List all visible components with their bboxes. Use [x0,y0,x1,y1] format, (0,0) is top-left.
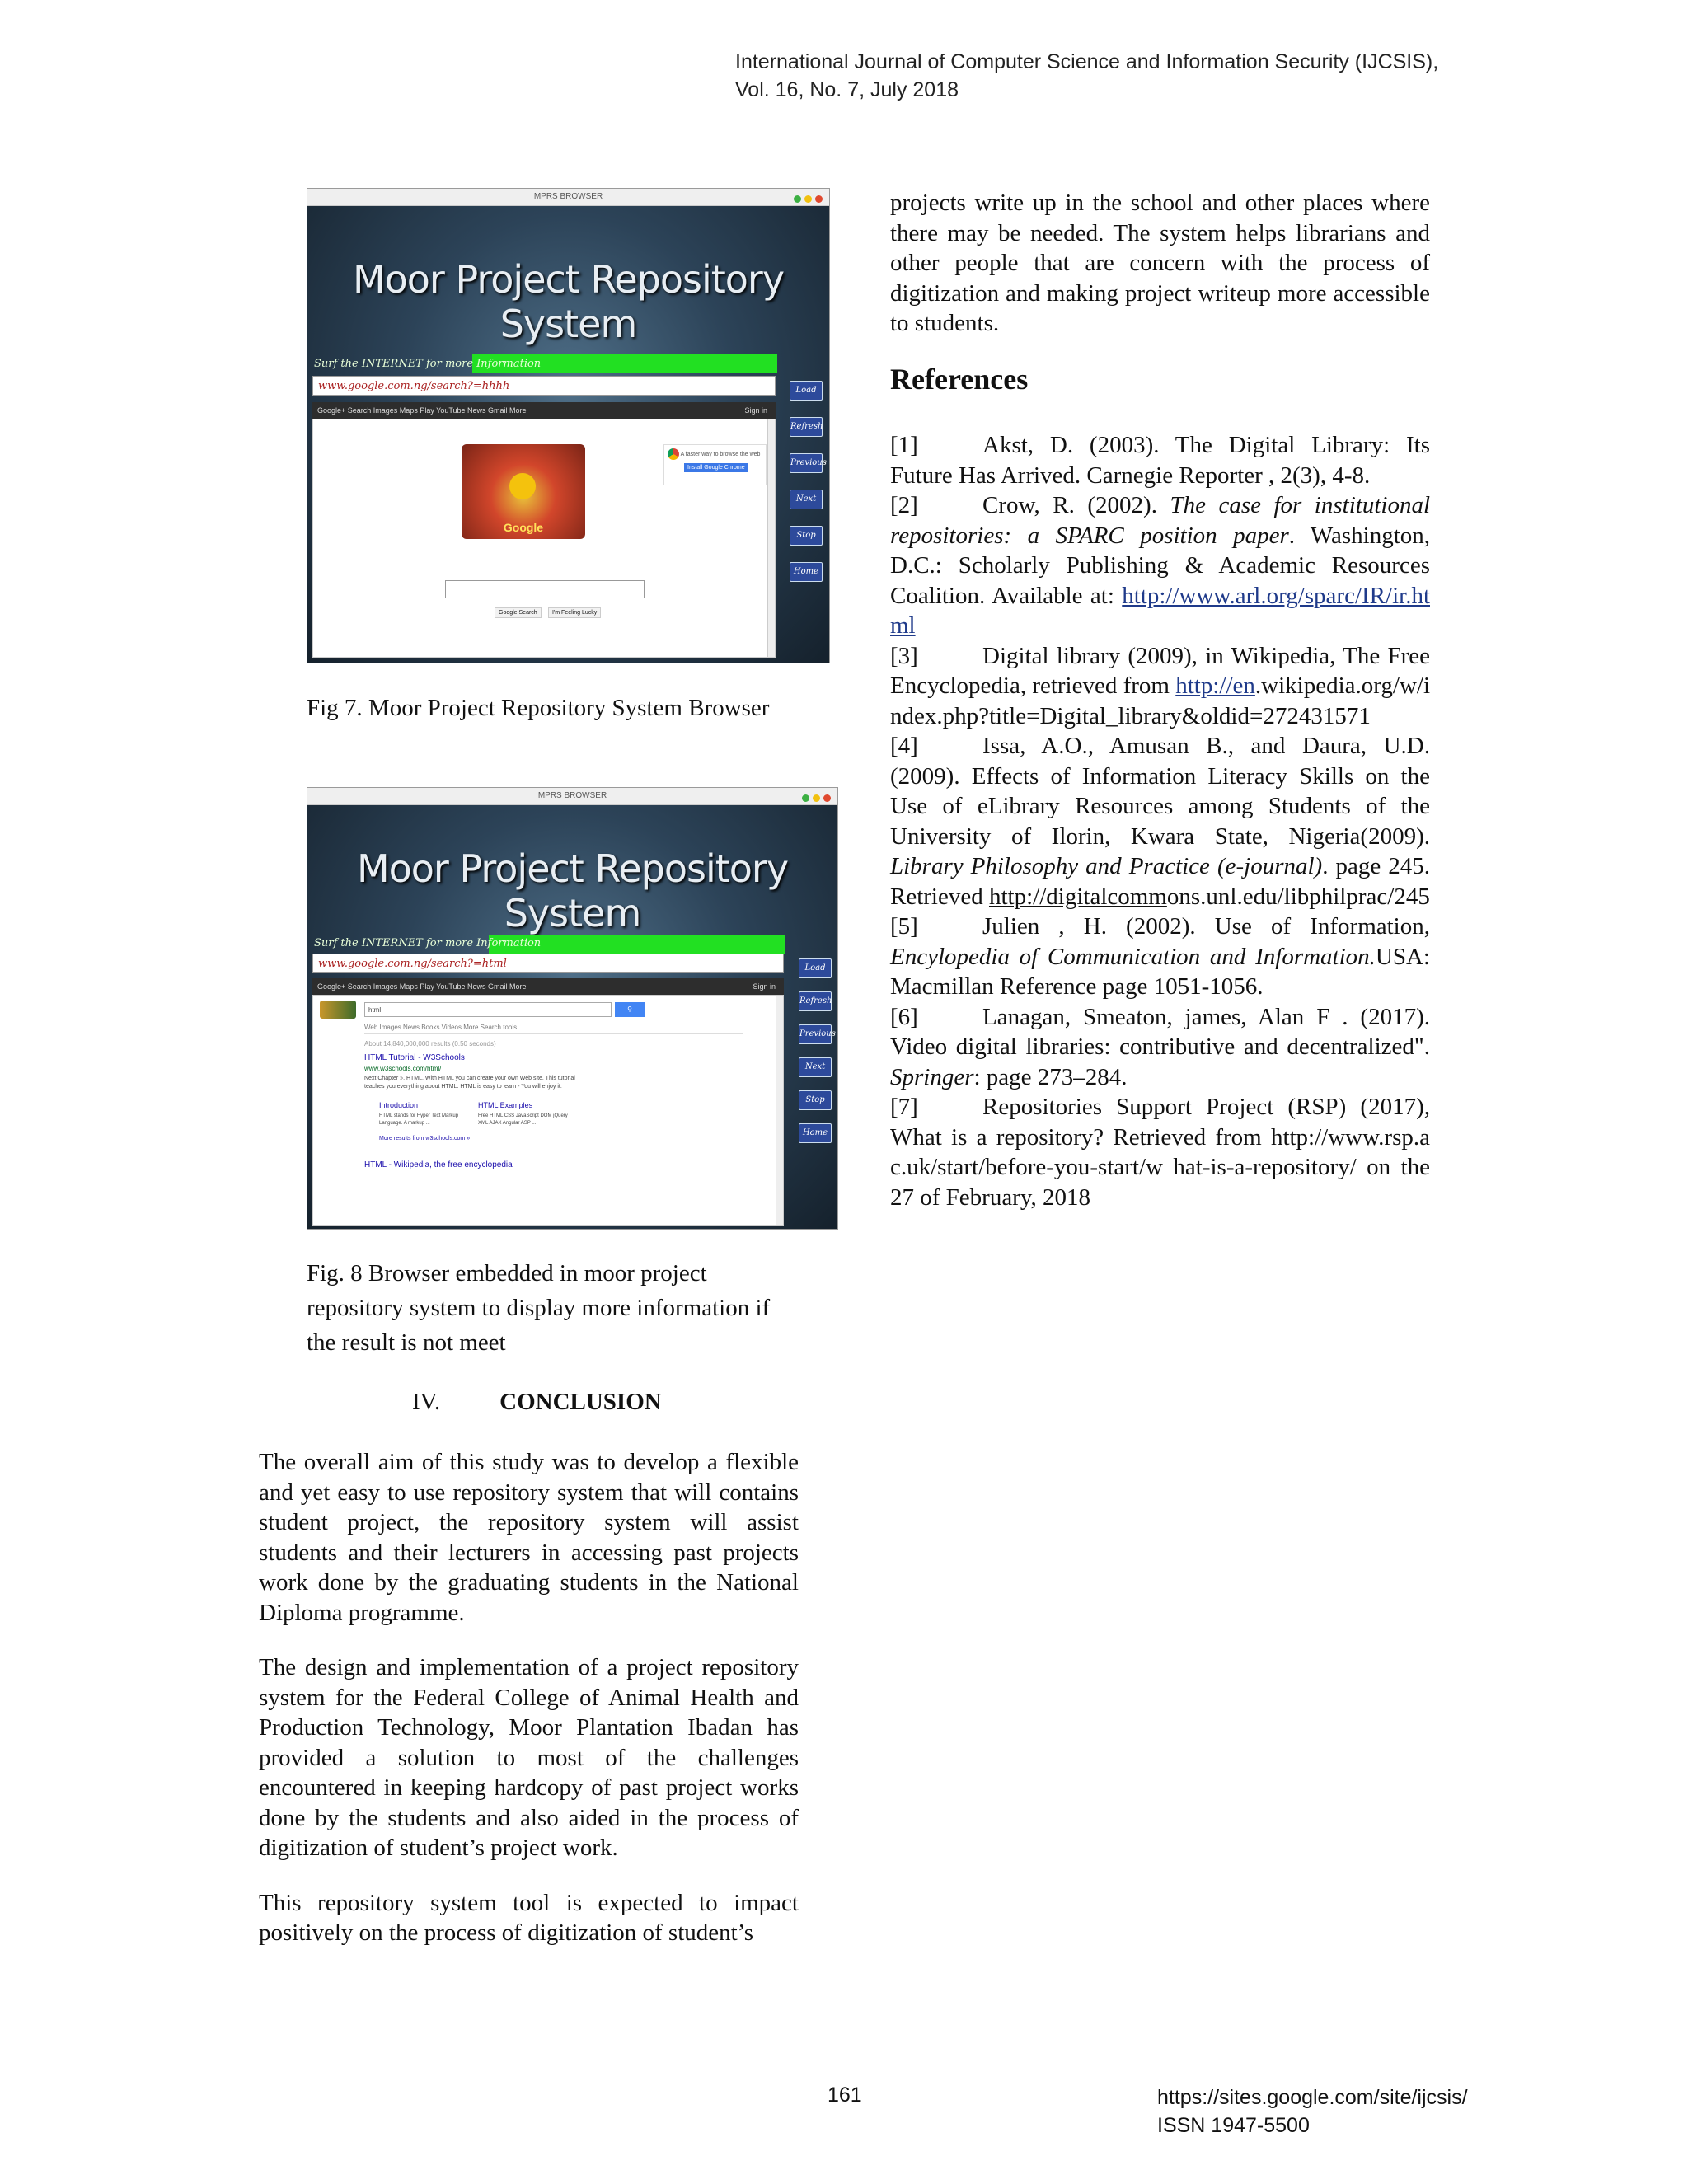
reference-5-number: [5] [890,913,918,940]
fig7-doodle-text: Google [503,521,544,534]
reference-3 [890,641,1430,732]
fig8-search-input[interactable]: html [364,1002,612,1017]
fig8-home-button[interactable]: Home [799,1123,832,1143]
reference-6-number: [6] [890,1003,918,1030]
page-number: 161 [828,2083,862,2107]
fig8-app-title: Moor Project Repository System [356,846,789,935]
references-heading: References [890,363,1029,396]
fig7-chrome-install-button[interactable]: Install Google Chrome [684,463,748,472]
fig8-result2-title[interactable]: HTML - Wikipedia, the free encyclopedia [364,1160,513,1169]
fig8-app-banner [307,805,837,1229]
fig7-search-input[interactable] [445,580,645,598]
fig8-result-count: About 14,840,000,000 results (0.50 seconds) [364,1040,496,1047]
reference-4-journal: Library Philosophy and Practice (e-journal) [890,853,1323,879]
conclusion-title: CONCLUSION [499,1389,662,1415]
fig7-google-bar [312,402,776,419]
reference-6 [890,1002,1430,1093]
reference-3-text-b: .wikipedia.org/w/index.php?title=Digital_library&oldid=272431571 [890,673,1431,729]
fig8-result1-snippet: Next Chapter ». HTML. With HTML you can create your own Web site. This tutorial teaches you everything about HTML. HTML is easy to learn - You will enjoy it. [364,1076,575,1090]
fig8-url-bar[interactable]: www.google.com.ng/search?=html [312,954,784,973]
reference-7-text: Repositories Support Project (RSP) (2017), What is a repository? Retrieved from http://www.rsp.a c.uk/start/before-you-start/w hat-is-a-repository/ on the 27 of February, 2018 [890,1094,1430,1211]
reference-2-number: [2] [890,492,918,518]
reference-2-title: The case for institutional repositories: a SPARC position paper [890,492,1430,549]
footer-info [1157,2083,1468,2139]
fig7-stop-button[interactable]: Stop [790,526,823,546]
fig8-more-results[interactable]: More results from w3schools.com » [379,1136,471,1141]
fig7-window-title: MPRS BROWSER [533,192,603,201]
reference-6-text-b: : page 273–284. [973,1063,1128,1090]
reference-7-number: [7] [890,1094,918,1120]
reference-1-number: [1] [890,432,918,458]
references-list [890,430,1430,1212]
footer-url[interactable]: https://sites.google.com/site/ijcsis/ [1157,2086,1468,2109]
fig8-load-button[interactable]: Load [799,958,832,978]
reference-1-text: Akst, D. (2003). The Digital Library: Its Future Has Arrived. Carnegie Reporter , 2(3), 4-8. [890,432,1430,489]
conclusion-number: IV. [412,1389,441,1415]
fig8-sub2-title[interactable]: HTML Examples [478,1101,533,1109]
conclusion-paragraph-2: The design and implementation of a project repository system for the Federal College of Animal Health and Production Technology, Moor Plantation Ibadan has provided a solution to most of the challenges encountered in keeping hardcopy of past project works done by the students and also aided in the process of digitization of student’s project work. [259,1654,799,1861]
fig8-scrollbar[interactable] [776,996,783,1225]
fig8-sub2-text: Free HTML CSS JavaScript DOM jQuery XML AJAX Angular ASP ... [478,1113,568,1126]
fig8-result1-title[interactable]: HTML Tutorial - W3Schools [364,1053,465,1062]
reference-3-link[interactable]: http://en [1175,673,1255,699]
reference-2-link[interactable]: http://www.arl.org/sparc/IR/ir.html [890,582,1430,639]
reference-3-number: [3] [890,642,918,669]
fig7-previous-button[interactable]: Previous [790,453,823,473]
fig7-load-button[interactable]: Load [790,381,823,401]
fig7-titlebar [307,189,829,206]
reference-4 [890,731,1430,912]
reference-1 [890,430,1430,490]
fig8-sign-in[interactable]: Sign in [753,982,776,991]
fig8-google-nav: Google+ Search Images Maps Play YouTube News Gmail More [317,982,527,991]
reference-6-text-a: Lanagan, Smeaton, james, Alan F . (2017). Video digital libraries: contributive and decentralized". [890,1003,1430,1060]
reference-4-text-b: . page 245. Retrieved [890,853,1430,910]
reference-2 [890,490,1430,641]
fig7-sign-in[interactable]: Sign in [744,406,767,415]
fig7-surf-text: Surf the INTERNET for more Information [314,358,542,370]
fig7-google-search-button[interactable]: Google Search [495,607,542,618]
fig8-result1-url: www.w3schools.com/html/ [364,1065,442,1072]
right-intro-paragraph: projects write up in the school and other places where there may be needed. The system helps librarians and other people that are concern with the process of digitization and making project writeup more accessible to students. [890,190,1430,336]
reference-2-text-a: Crow, R. (2002). [982,492,1170,518]
fig8-google-logo [320,1001,356,1019]
fig8-result-tabs[interactable]: Web Images News Books Videos More Search tools [364,1024,743,1034]
reference-4-text-c: ons.unl.edu/libphilprac/245 [1166,883,1430,910]
fig7-next-button[interactable]: Next [790,490,823,509]
fig8-search-button[interactable] [615,1002,645,1017]
figure-7-screenshot [307,188,830,663]
fig7-home-button[interactable]: Home [790,562,823,582]
reference-7 [890,1092,1430,1212]
search-icon: ⚲ [627,1005,632,1013]
fig7-app-title: Moor Project Repository System [352,257,785,346]
fig8-refresh-button[interactable]: Refresh [799,991,832,1011]
reference-5-text-a: Julien , H. (2002). Use of Information, [982,913,1430,940]
fig7-url-bar[interactable]: www.google.com.ng/search?=hhhh [312,376,776,396]
fig7-play-icon [509,473,536,499]
conclusion-paragraph-1: The overall aim of this study was to develop a flexible and yet easy to use repository system that will contains student project, the repository system will assist students and their lecturers in accessing past projects work done by the graduating students in the National Diploma programme. [259,1449,799,1626]
reference-6-publisher: Springer [890,1063,974,1090]
reference-5-text-b: USA: Macmillan Reference page 1051-1056. [890,943,1430,1000]
fig8-sub1-text: HTML stands for Hyper Text Markup Language. A markup ... [379,1113,459,1126]
figure-8-screenshot [307,787,838,1230]
conclusion-body [259,1447,799,1948]
fig7-app-banner [307,206,829,663]
chrome-icon [668,448,679,460]
fig8-google-bar [312,978,784,995]
reference-3-text-a: Digital library (2009), in Wikipedia, The Free Encyclopedia, retrieved from [890,642,1430,699]
fig7-web-view [312,419,776,658]
journal-header [735,48,1438,104]
fig7-google-nav: Google+ Search Images Maps Play YouTube News Gmail More [317,406,527,415]
figure-7-caption: Fig 7. Moor Project Repository System Browser [307,695,770,721]
fig8-previous-button[interactable]: Previous [799,1024,832,1044]
fig8-stop-button[interactable]: Stop [799,1090,832,1110]
fig8-surf-text: Surf the INTERNET for more Information [314,937,542,949]
fig8-sub1-title[interactable]: Introduction [379,1101,419,1109]
conclusion-paragraph-3: This repository system tool is expected to impact positively on the process of digitization of student’s [259,1889,799,1946]
figure-8-caption: Fig. 8 Browser embedded in moor project repository system to display more information if the result is not meet [307,1260,771,1356]
reference-5 [890,912,1430,1002]
fig7-scrollbar[interactable] [767,419,775,657]
reference-4-link[interactable]: http://digitalcomm [988,883,1167,910]
reference-2-text-b: . Washington, D.C.: Scholarly Publishing & Academic Resources Coalition. Available at: [890,522,1431,609]
fig7-chrome-promo [663,444,767,485]
reference-5-title: Encylopedia of Communication and Information. [890,943,1376,970]
fig7-google-doodle [462,444,585,539]
fig8-window-title: MPRS BROWSER [537,791,607,800]
fig7-refresh-button[interactable]: Refresh [790,417,823,437]
journal-header-line2: Vol. 16, No. 7, July 2018 [735,78,959,101]
fig7-chrome-promo-text: A faster way to browse the web [680,451,761,457]
fig8-web-view [312,995,784,1226]
fig7-lucky-button[interactable]: I'm Feeling Lucky [548,607,601,618]
journal-header-line1: International Journal of Computer Science and Information Security (IJCSIS), [735,50,1439,73]
reference-4-number: [4] [890,733,918,759]
fig8-next-button[interactable]: Next [799,1057,832,1077]
reference-4-text-a: Issa, A.O., Amusan B., and Daura, U.D. (2009). Effects of Information Literacy Skills on the Use of eLibrary Resources among Students of the University of Ilorin, Kwara State, Nigeria(2009). [890,733,1430,850]
footer-issn: ISSN 1947-5500 [1157,2114,1310,2137]
fig8-titlebar [307,788,837,805]
conclusion-heading [412,1387,662,1417]
